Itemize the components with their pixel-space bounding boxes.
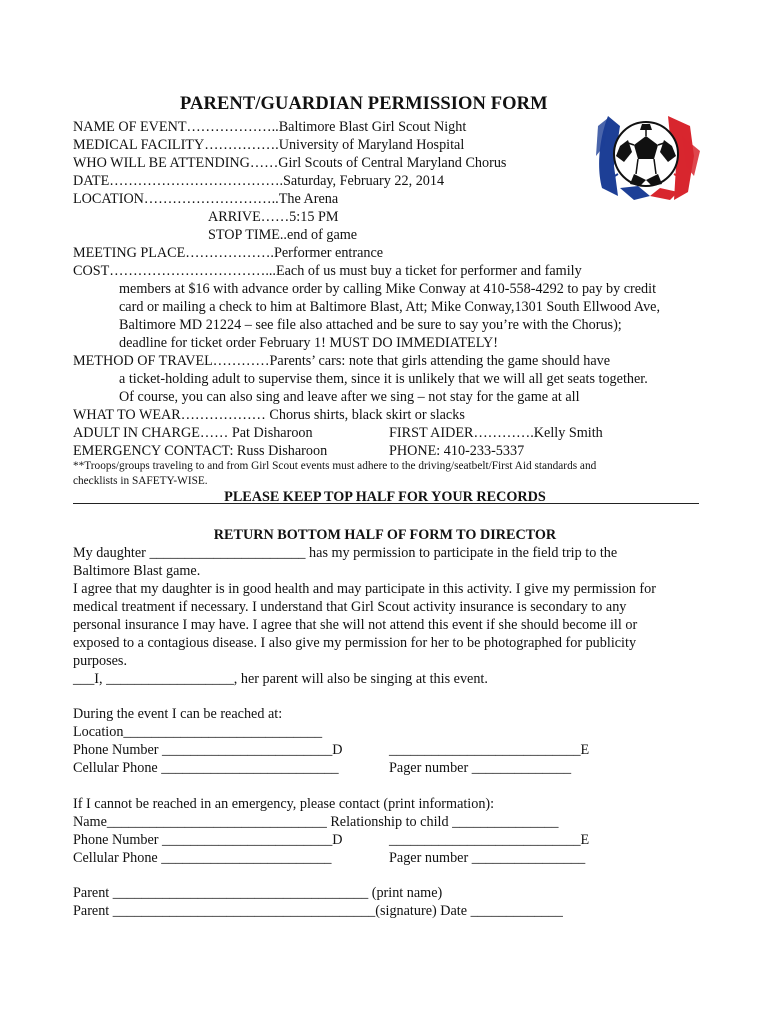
- parent-print-name-field: Parent ____________________________________ (print name): [73, 885, 443, 901]
- cellular-phone-field: Cellular Phone ________________________: [73, 850, 332, 866]
- location-line: LOCATION………………………..The Arena: [73, 191, 339, 207]
- permission-line: personal insurance I may have. I agree that she will not attend this event if she should become ill or: [73, 617, 638, 633]
- pager-number-field: Pager number ________________: [389, 850, 586, 866]
- phone-number-field: Phone Number ________________________D: [73, 832, 343, 848]
- cost-line: deadline for ticket order February 1! MUST DO IMMEDIATELY!: [119, 335, 498, 351]
- date-line: DATE……………………………….Saturday, February 22, 2014: [73, 173, 445, 189]
- phone-evening-field: ___________________________E: [389, 832, 590, 848]
- cost-line: Baltimore MD 21224 – see file also attached and be sure to say you’re with the Chorus);: [119, 317, 622, 333]
- location-field: Location____________________________: [73, 724, 323, 740]
- form-title: PARENT/GUARDIAN PERMISSION FORM: [180, 94, 548, 114]
- permission-line: exposed to a contagious disease. I also give my permission for her to be photographed for publicity: [73, 635, 637, 651]
- phone-evening-field: ___________________________E: [389, 742, 590, 758]
- emergency-contact-line: EMERGENCY CONTACT: Russ Disharoon: [73, 443, 328, 459]
- parent-signature-field: Parent _____________________________________(signature) Date _____________: [73, 903, 563, 919]
- keep-top-half-heading: PLEASE KEEP TOP HALF FOR YOUR RECORDS: [224, 489, 546, 505]
- reached-intro-line: During the event I can be reached at:: [73, 706, 283, 722]
- permission-line: My daughter ______________________ has my permission to participate in the field trip to the: [73, 545, 618, 561]
- event-name-line: NAME OF EVENT………………..Baltimore Blast Girl Scout Night: [73, 119, 467, 135]
- phone-line: PHONE: 410-233-5337: [389, 443, 525, 459]
- cut-line-divider: [73, 503, 699, 504]
- phone-number-field: Phone Number ________________________D: [73, 742, 343, 758]
- emergency-name-field: Name_______________________________ Relationship to child _______________: [73, 814, 559, 830]
- safety-note-line: **Troops/groups traveling to and from Girl Scout events must adhere to the driving/seatbelt/First Aid standards and: [73, 460, 597, 472]
- permission-line: Baltimore Blast game.: [73, 563, 201, 579]
- parent-singing-line: ___I, __________________, her parent will also be singing at this event.: [73, 671, 488, 687]
- return-bottom-half-heading: RETURN BOTTOM HALF OF FORM TO DIRECTOR: [213, 527, 557, 543]
- cellular-phone-field: Cellular Phone _________________________: [73, 760, 339, 776]
- cost-line: card or mailing a check to him at Baltimore Blast, Att; Mike Conway,1301 South Ellwood Ave,: [119, 299, 661, 315]
- attending-line: WHO WILL BE ATTENDING……Girl Scouts of Central Maryland Chorus: [73, 155, 507, 171]
- meeting-place-line: MEETING PLACE……………….Performer entrance: [73, 245, 384, 261]
- what-to-wear-line: WHAT TO WEAR……………… Chorus shirts, black skirt or slacks: [73, 407, 465, 423]
- adult-in-charge-line: ADULT IN CHARGE…… Pat Disharoon: [73, 425, 313, 441]
- cost-line: COST……………………………...Each of us must buy a ticket for performer and family: [73, 263, 582, 279]
- emergency-intro-line: If I cannot be reached in an emergency, please contact (print information):: [73, 796, 495, 812]
- travel-line: METHOD OF TRAVEL…………Parents’ cars: note that girls attending the game should have: [73, 353, 611, 369]
- permission-line: I agree that my daughter is in good health and may participate in this activity. I give my permission for: [73, 581, 656, 597]
- first-aider-line: FIRST AIDER………….Kelly Smith: [389, 425, 603, 441]
- safety-note-line: checklists in SAFETY-WISE.: [73, 475, 208, 487]
- cost-line: members at $16 with advance order by calling Mike Conway at 410-558-4292 to pay by credit: [119, 281, 657, 297]
- soccer-ball-logo-icon: [590, 96, 702, 208]
- pager-number-field: Pager number ______________: [389, 760, 572, 776]
- permission-line: medical treatment if necessary. I understand that Girl Scout activity insurance is secondary to any: [73, 599, 627, 615]
- travel-line: a ticket-holding adult to supervise them, since it is unlikely that we will all get seats together.: [119, 371, 648, 387]
- stop-time-line: STOP TIME..end of game: [208, 227, 358, 243]
- travel-line: Of course, you can also sing and leave after we sing – not stay for the game at all: [119, 389, 580, 405]
- arrive-line: ARRIVE……5:15 PM: [208, 209, 339, 225]
- permission-line: purposes.: [73, 653, 127, 669]
- medical-facility-line: MEDICAL FACILITY…………….University of Maryland Hospital: [73, 137, 465, 153]
